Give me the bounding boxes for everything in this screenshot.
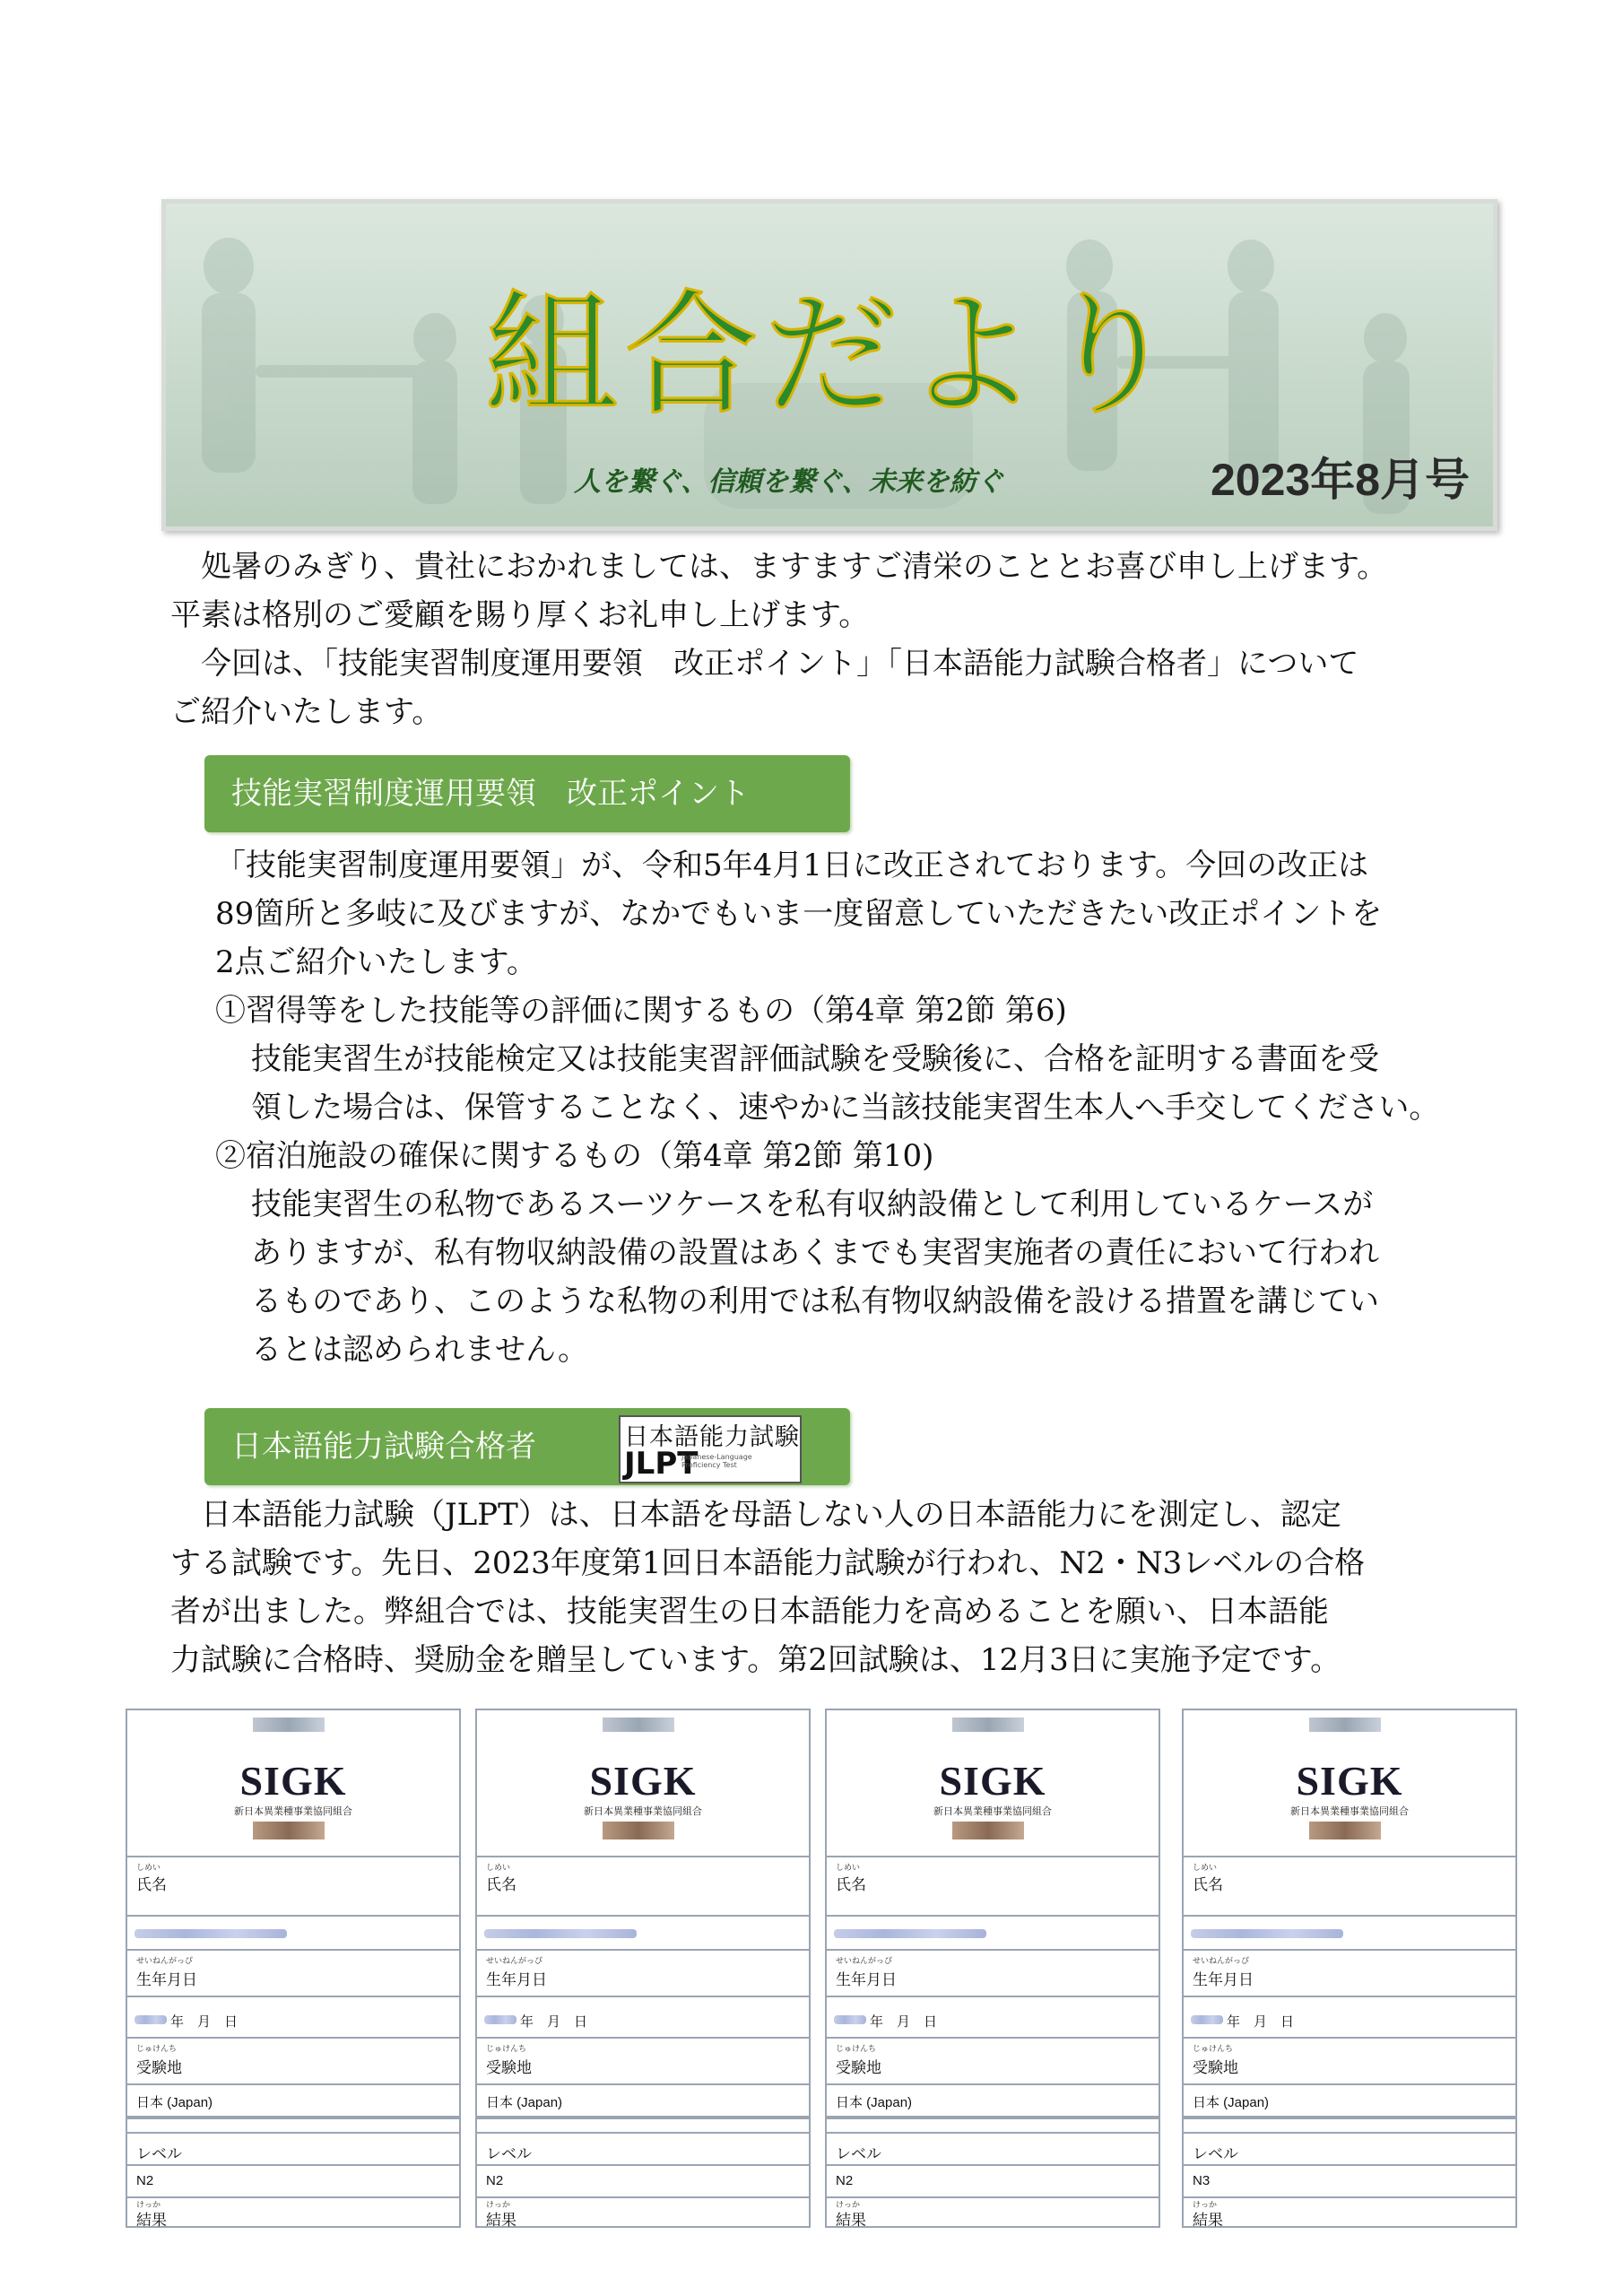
level-field — [477, 2134, 809, 2166]
dob-date-text: 年 月 日 — [870, 2014, 938, 2030]
point-heading: ①習得等をした技能等の評価に関するもの（第4章 第2節 第6) — [215, 993, 1067, 1029]
body-line: 技能実習生が技能検定又は技能実習評価試験を受験後に、合格を証明する書面を受 — [251, 1041, 1379, 1077]
dob-ruby: せいねんがっぴ — [1193, 1956, 1250, 1965]
dob-ruby: せいねんがっぴ — [136, 1956, 194, 1965]
test-site-field — [477, 2039, 809, 2085]
newsletter-title: 組合だより — [484, 278, 1185, 434]
level-value — [1184, 2166, 1515, 2198]
name-ruby: しめい — [486, 1863, 511, 1872]
intro-line: 今回は、「技能実習制度運用要領 改正ポイント」「日本語能力試験合格者」について — [170, 646, 1359, 682]
photo-redacted — [603, 1718, 674, 1732]
dob-field — [127, 1951, 459, 1997]
test-site-text: 日本 (Japan) — [836, 2095, 913, 2110]
name-field — [1184, 1857, 1515, 1917]
dob-label: 生年月日 — [836, 1971, 897, 1988]
name-field — [127, 1857, 459, 1917]
dob-label: 生年月日 — [136, 1971, 197, 1988]
test-site-text: 日本 (Japan) — [136, 2095, 213, 2110]
card-divider — [127, 2118, 459, 2134]
dob-ruby: せいねんがっぴ — [836, 1956, 893, 1965]
photo-redacted — [952, 1718, 1024, 1732]
name-field — [477, 1857, 809, 1917]
test-site-label: 受験地 — [486, 2059, 532, 2076]
dob-ruby: せいねんがっぴ — [486, 1956, 543, 1965]
dob-value — [127, 1997, 459, 2039]
level-value — [827, 2166, 1159, 2198]
test-site-value — [127, 2085, 459, 2118]
body-line: 89箇所と多岐に及びますが、なかでもいま一度留意していただきたい改正ポイントを — [215, 896, 1383, 932]
test-site-field — [827, 2039, 1159, 2085]
level-value — [477, 2166, 809, 2198]
jlpt-logo-acronym: JLPT — [624, 1446, 699, 1482]
jlpt-logo — [619, 1415, 802, 1483]
body-line: ありますが、私有物収納設備の設置はあくまでも実習実施者の責任において行われ — [251, 1235, 1379, 1271]
test-site-ruby: じゅけんち — [836, 2044, 877, 2053]
body-line: るとは認められません。 — [251, 1332, 589, 1368]
jlpt-logo-subtitle: Japanese-Language Proficiency Test — [681, 1453, 752, 1469]
name-value — [827, 1917, 1159, 1951]
dob-date-text: 年 月 日 — [520, 2014, 588, 2030]
jlpt-logo-japanese: 日本語能力試験 — [624, 1423, 800, 1451]
name-label: 氏名 — [136, 1876, 167, 1893]
dob-field — [1184, 1951, 1515, 1997]
card-divider — [827, 2118, 1159, 2134]
test-site-ruby: じゅけんち — [1193, 2044, 1234, 2053]
name-redacted — [1191, 1929, 1343, 1938]
intro-line: ご紹介いたします。 — [170, 694, 443, 730]
level-label: レベル — [1193, 2145, 1238, 2162]
dob-date-text: 年 月 日 — [1227, 2014, 1295, 2030]
level-field — [1184, 2134, 1515, 2166]
certificate-card — [475, 1709, 811, 2228]
result-field — [1184, 2198, 1515, 2229]
level-text: N2 — [836, 2173, 854, 2188]
result-field — [477, 2198, 809, 2229]
sigk-logo: SIGK — [939, 1758, 1046, 1804]
card-header — [1184, 1710, 1515, 1857]
intro-paragraph — [170, 543, 1480, 736]
dob-field — [477, 1951, 809, 1997]
issue-date: 2023年8月号 — [1211, 455, 1471, 505]
body-line: 「技能実習制度運用要領」が、令和5年4月1日に改正されております。今回の改正は — [215, 848, 1369, 883]
result-ruby: けっか — [836, 2200, 861, 2209]
certificate-card — [126, 1709, 461, 2228]
sigk-logo: SIGK — [239, 1758, 347, 1804]
test-site-field — [1184, 2039, 1515, 2085]
card-header — [827, 1710, 1159, 1857]
dob-value — [1184, 1997, 1515, 2039]
test-site-value — [477, 2085, 809, 2118]
result-label: 結果 — [836, 2212, 866, 2229]
test-site-ruby: じゅけんち — [486, 2044, 527, 2053]
body-line: 日本語能力試験（JLPT）は、日本語を母語しない人の日本語能力にを測定し、認定 — [170, 1497, 1341, 1533]
dob-value — [827, 1997, 1159, 2039]
result-label: 結果 — [136, 2212, 167, 2229]
result-field — [827, 2198, 1159, 2229]
result-label: 結果 — [486, 2212, 516, 2229]
body-line: 者が出ました。弊組合では、技能実習生の日本語能力を高めることを願い、日本語能 — [170, 1594, 1329, 1630]
section-heading-revision-points: 技能実習制度運用要領 改正ポイント — [204, 755, 850, 832]
section-body-jlpt — [170, 1491, 1480, 1684]
dob-redacted — [135, 2015, 167, 2024]
dob-field — [827, 1951, 1159, 1997]
dob-label: 生年月日 — [486, 1971, 547, 1988]
test-site-label: 受験地 — [1193, 2059, 1238, 2076]
photo-redacted — [253, 1822, 325, 1839]
dob-label: 生年月日 — [1193, 1971, 1254, 1988]
dob-value — [477, 1997, 809, 2039]
dob-redacted — [834, 2015, 866, 2024]
name-value — [477, 1917, 809, 1951]
name-label: 氏名 — [486, 1876, 516, 1893]
level-value — [127, 2166, 459, 2198]
body-line: るものであり、このような私物の利用では私有物収納設備を設ける措置を講じてい — [251, 1283, 1379, 1319]
result-label: 結果 — [1193, 2212, 1223, 2229]
result-field — [127, 2198, 459, 2229]
body-line: 領した場合は、保管することなく、速やかに当該技能実習生本人へ手交してください。 — [251, 1090, 1440, 1126]
level-text: N2 — [136, 2173, 154, 2188]
dob-redacted — [484, 2015, 516, 2024]
level-field — [127, 2134, 459, 2166]
certificate-card — [825, 1709, 1160, 2228]
body-line: する試験です。先日、2023年度第1回日本語能力試験が行われ、N2・N3レベルの合格 — [170, 1545, 1366, 1581]
certificate-card — [1182, 1709, 1517, 2228]
test-site-label: 受験地 — [136, 2059, 182, 2076]
intro-line: 処暑のみぎり、貴社におかれましては、ますますご清栄のこととお喜び申し上げます。 — [170, 549, 1388, 585]
name-label: 氏名 — [1193, 1876, 1223, 1893]
photo-redacted — [1309, 1822, 1381, 1839]
name-redacted — [484, 1929, 637, 1938]
dob-redacted — [1191, 2015, 1223, 2024]
newsletter-tagline: 人を繋ぐ、信頼を繋ぐ、未来を紡ぐ — [574, 466, 1003, 498]
intro-line: 平素は格別のご愛顧を賜り厚くお礼申し上げます。 — [170, 597, 870, 633]
level-label: レベル — [136, 2145, 182, 2162]
test-site-label: 受験地 — [836, 2059, 881, 2076]
name-ruby: しめい — [836, 1863, 861, 1872]
level-label: レベル — [836, 2145, 881, 2162]
organization-name: 新日本異業種事業協同組合 — [584, 1806, 702, 1817]
level-field — [827, 2134, 1159, 2166]
result-ruby: けっか — [136, 2200, 161, 2209]
photo-redacted — [952, 1822, 1024, 1839]
photo-redacted — [1309, 1718, 1381, 1732]
section-body-revision-points — [215, 841, 1480, 1374]
organization-name: 新日本異業種事業協同組合 — [933, 1806, 1052, 1817]
point-heading: ②宿泊施設の確保に関するもの（第4章 第2節 第10) — [215, 1138, 934, 1174]
organization-name: 新日本異業種事業協同組合 — [1290, 1806, 1409, 1817]
sigk-logo: SIGK — [1296, 1758, 1403, 1804]
test-site-text: 日本 (Japan) — [1193, 2095, 1270, 2110]
photo-redacted — [603, 1822, 674, 1839]
name-value — [127, 1917, 459, 1951]
name-field — [827, 1857, 1159, 1917]
sigk-logo: SIGK — [589, 1758, 697, 1804]
card-header — [477, 1710, 809, 1857]
test-site-value — [827, 2085, 1159, 2118]
card-divider — [1184, 2118, 1515, 2134]
test-site-text: 日本 (Japan) — [486, 2095, 563, 2110]
level-text: N2 — [486, 2173, 504, 2188]
dob-date-text: 年 月 日 — [170, 2014, 239, 2030]
body-line: 技能実習生の私物であるスーツケースを私有収納設備として利用しているケースが — [251, 1187, 1374, 1222]
name-ruby: しめい — [1193, 1863, 1218, 1872]
card-header — [127, 1710, 459, 1857]
result-ruby: けっか — [1193, 2200, 1218, 2209]
name-value — [1184, 1917, 1515, 1951]
body-line: 2点ご紹介いたします。 — [215, 944, 537, 980]
level-text: N3 — [1193, 2173, 1211, 2188]
name-label: 氏名 — [836, 1876, 866, 1893]
section-heading-jlpt-passers: 日本語能力試験合格者 — [204, 1408, 850, 1485]
test-site-field — [127, 2039, 459, 2085]
name-redacted — [135, 1929, 287, 1938]
photo-redacted — [253, 1718, 325, 1732]
result-ruby: けっか — [486, 2200, 511, 2209]
newsletter-banner — [161, 199, 1497, 531]
card-divider — [477, 2118, 809, 2134]
name-redacted — [834, 1929, 986, 1938]
organization-name: 新日本異業種事業協同組合 — [234, 1806, 352, 1817]
name-ruby: しめい — [136, 1863, 161, 1872]
test-site-value — [1184, 2085, 1515, 2118]
level-label: レベル — [486, 2145, 532, 2162]
body-line: 力試験に合格時、奨励金を贈呈しています。第2回試験は、12月3日に実施予定です。 — [170, 1642, 1341, 1678]
test-site-ruby: じゅけんち — [136, 2044, 178, 2053]
